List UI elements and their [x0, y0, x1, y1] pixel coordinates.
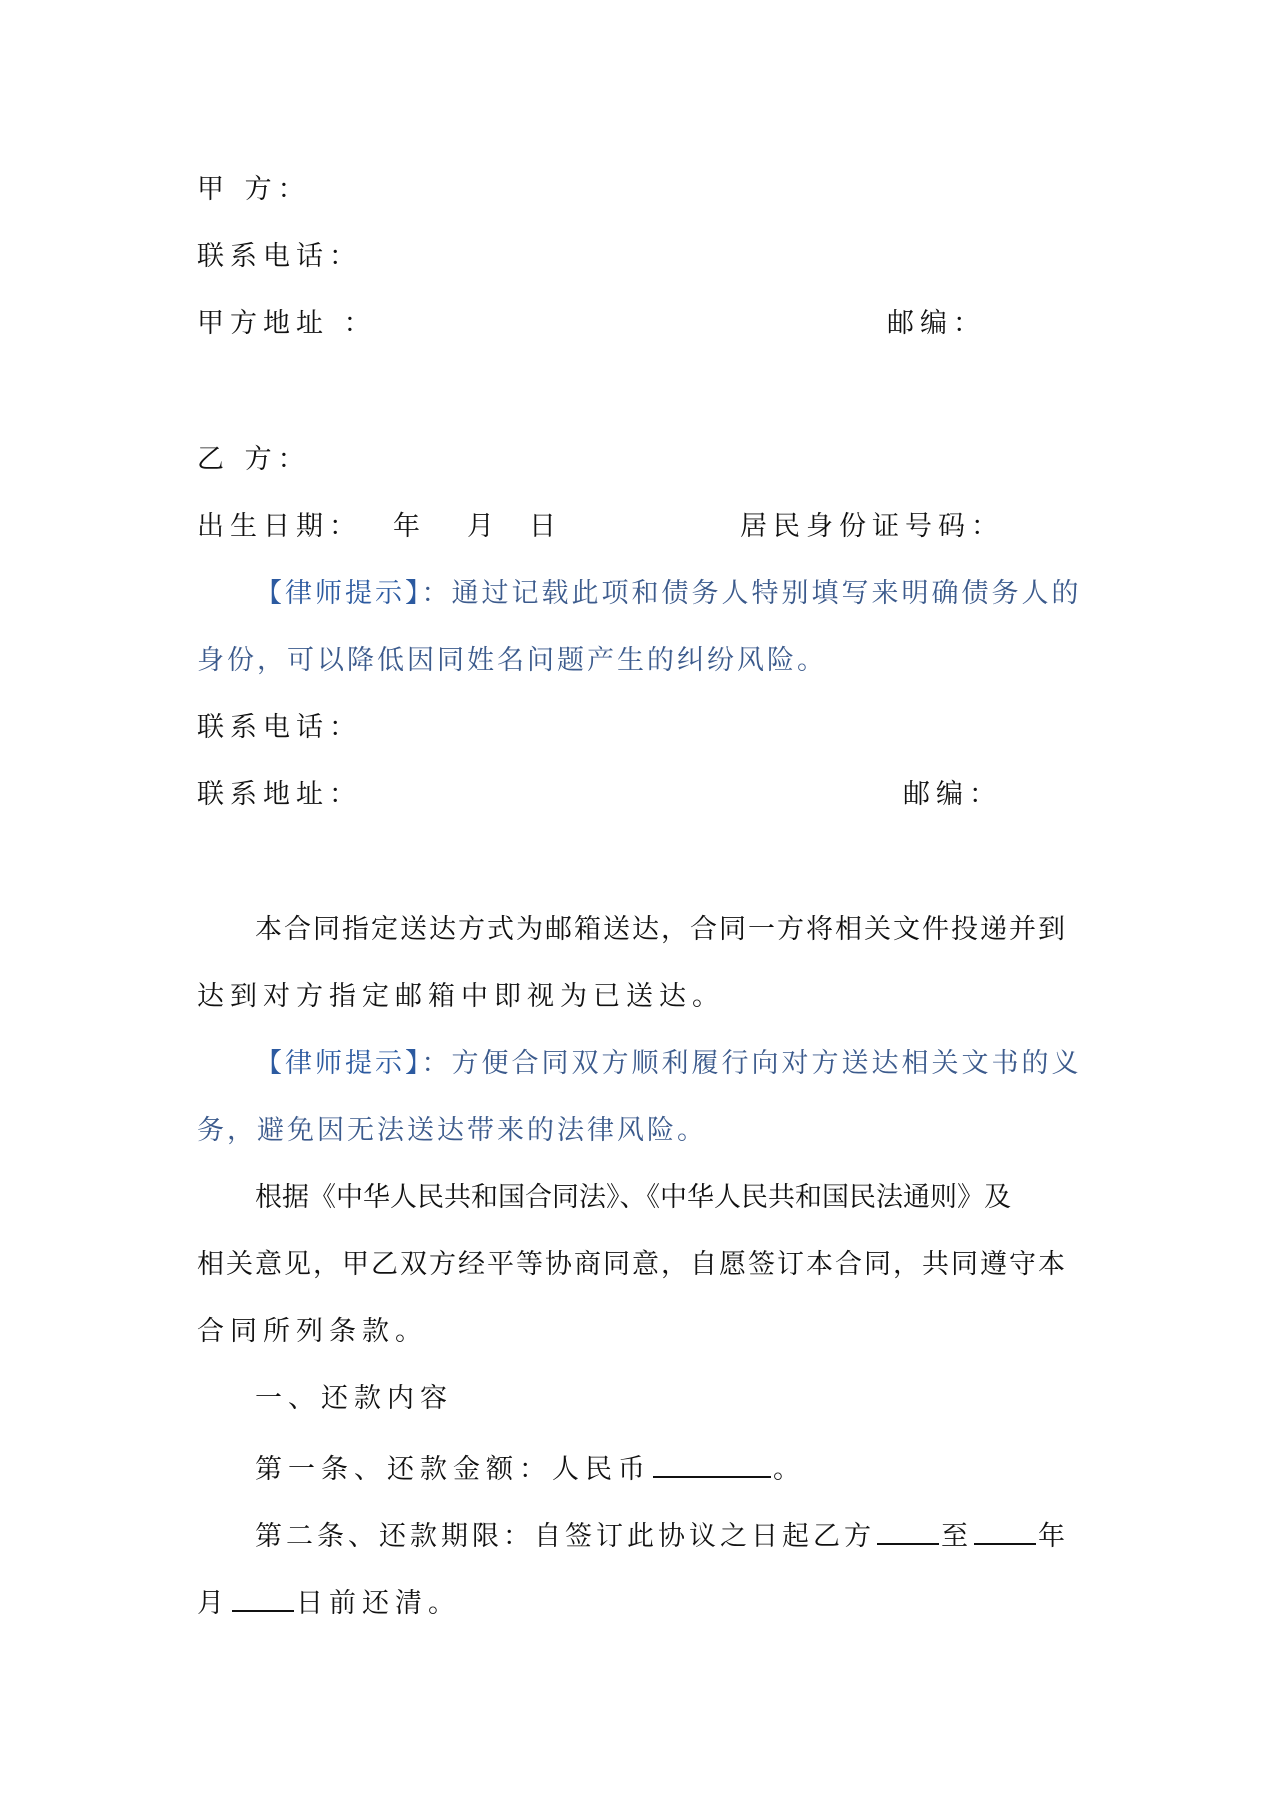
article-2-month: 月	[197, 1588, 230, 1619]
party-b-phone-label: 联系电话：	[197, 712, 362, 743]
section-1-heading: 一、还款内容	[255, 1383, 453, 1414]
lawyer-tip-2-text: ：方便合同双方顺利履行向对方送达相关文书的义	[421, 1048, 1082, 1079]
party-b-postcode-label: 邮编：	[903, 779, 1002, 810]
lawyer-tip-2-line1	[197, 1044, 1087, 1084]
party-a-address-label: 甲方地址 ：	[197, 308, 377, 339]
party-b-label: 乙 方：	[197, 444, 311, 475]
article-2-line2	[197, 1580, 1087, 1624]
year-blank[interactable]	[974, 1513, 1036, 1545]
party-b-birth-row	[197, 507, 1087, 547]
id-number-label: 居民身份证号码：	[740, 511, 1004, 542]
article-2-to: 至	[941, 1521, 972, 1552]
party-a-phone-label: 联系电话：	[197, 241, 362, 272]
lawyer-tip-1-line1	[197, 574, 1087, 614]
birth-month-label: 月	[467, 511, 500, 542]
lawyer-tip-2-label: 【律师提示】	[255, 1048, 422, 1079]
lawyer-tip-1-label: 【律师提示】	[255, 578, 422, 609]
birth-date-label: 出生日期：	[197, 511, 362, 542]
service-clause-line2: 达到对方指定邮箱中即视为已送达。	[197, 981, 725, 1012]
start-blank[interactable]	[877, 1513, 939, 1545]
birth-day-label: 日	[529, 511, 562, 542]
preamble-line3: 合同所列条款。	[197, 1316, 428, 1347]
article-2-line1	[197, 1513, 1087, 1557]
lawyer-tip-1-line2: 身份，可以降低因同姓名问题产生的纠纷风险。	[197, 645, 827, 676]
preamble-line1: 根据《中华人民共和国合同法》、《中华人民共和国民法通则》及	[255, 1182, 1011, 1213]
article-1	[197, 1446, 1087, 1490]
lawyer-tip-2-line2: 务，避免因无法送达带来的法律风险。	[197, 1115, 707, 1146]
party-a-postcode-label: 邮编：	[887, 308, 986, 339]
birth-year-label: 年	[393, 511, 426, 542]
amount-blank[interactable]	[653, 1446, 771, 1478]
party-a-label: 甲 方：	[197, 174, 311, 205]
party-b-address-label: 联系地址：	[197, 779, 362, 810]
article-2-text: 第二条、还款期限：自签订此协议之日起乙方	[255, 1521, 875, 1552]
service-clause-line1: 本合同指定送达方式为邮箱送达，合同一方将相关文件投递并到	[255, 914, 1067, 945]
preamble-line2: 相关意见，甲乙双方经平等协商同意，自愿签订本合同，共同遵守本	[197, 1249, 1067, 1280]
lawyer-tip-1-text: ：通过记载此项和债务人特别填写来明确债务人的	[421, 578, 1082, 609]
article-1-text: 第一条、还款金额：人民币	[255, 1454, 651, 1485]
party-a-address-row	[197, 304, 1087, 344]
article-2-year: 年	[1038, 1521, 1069, 1552]
article-2-deadline-text: 日前还清。	[296, 1588, 461, 1619]
party-b-address-row	[197, 775, 1087, 815]
day-blank[interactable]	[232, 1580, 294, 1612]
article-1-period: 。	[773, 1454, 806, 1485]
